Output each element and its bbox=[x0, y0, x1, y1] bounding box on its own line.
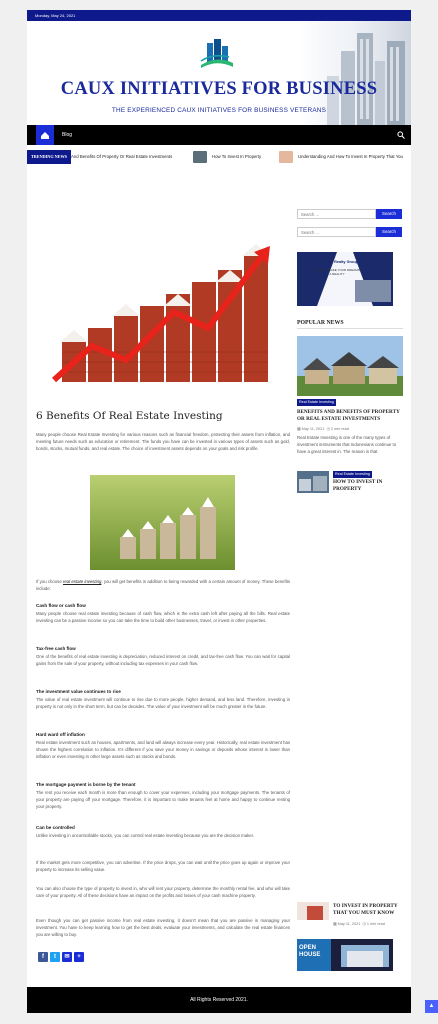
site-tagline: THE EXPERIENCED CAUX INITIATIVES FOR BUSINESS VETERANS bbox=[111, 107, 327, 114]
search-button[interactable]: Search bbox=[376, 227, 402, 237]
ad-title: Nature's Realty Group bbox=[318, 260, 358, 264]
clock-icon: ◷ bbox=[326, 427, 330, 431]
section-heading: The investment value continues to rise bbox=[36, 689, 121, 694]
site-header bbox=[27, 21, 411, 125]
lead-text: If you choose bbox=[36, 579, 63, 584]
top-bar bbox=[27, 10, 411, 21]
post-date: May 11, 2021 bbox=[337, 922, 361, 926]
trending-item[interactable]: Understanding And How To Invest In Property That You bbox=[298, 154, 403, 159]
trending-label: TRENDING NEWS bbox=[27, 150, 71, 164]
lead-text: , you will get benefits in addition to being rewarded with a certain amount of money. These benefits include: bbox=[36, 579, 290, 592]
twitter-icon[interactable]: t bbox=[50, 952, 60, 962]
email-icon[interactable]: ✉ bbox=[62, 952, 72, 962]
category-badge[interactable]: Real Estate Investing bbox=[299, 400, 334, 404]
real-estate-investing-link[interactable]: real estate investing bbox=[62, 579, 102, 584]
popular-post-excerpt: Real Estate Investing is one of the many types of investment instruments that Indonesians continue to have a great interest in. The reason is that bbox=[297, 435, 397, 454]
calendar-icon: ▦ bbox=[333, 922, 337, 926]
trending-thumbnail[interactable] bbox=[279, 151, 293, 163]
article-paragraph: You can also choose the type of property to invest in, who will rent your property, determine the monthly rental fee, and who will take care of your property. All of these decisions have an impact on the profits and losses of your cash machine property. bbox=[36, 886, 290, 899]
chevron-up-icon: ▲ bbox=[428, 1003, 435, 1009]
page-container bbox=[27, 21, 411, 1013]
open-house-text: OPEN HOUSE bbox=[299, 945, 321, 958]
section-body: Real estate investment such as houses, apartments, and land will always increase every year. Historically, real estate investment has shown the highest correlation to inflation. It's different if you save your money in savings or deposits whose interest is lower than inflation or even investing in other large assets such as stocks and bonds. bbox=[36, 740, 290, 760]
post-thumbnail[interactable] bbox=[297, 471, 329, 493]
current-date: Monday, May 24, 2021 bbox=[35, 13, 76, 18]
facebook-icon[interactable]: f bbox=[38, 952, 48, 962]
clock-icon: ◷ bbox=[362, 922, 366, 926]
section-body: The value of real estate investment will continue to rise due to more people, higher demand, and less land. Therefore, investing in property is not only in the short term, but can be decades. The value of your investment will be much greater in the future. bbox=[36, 697, 290, 710]
search-button[interactable]: Search bbox=[376, 209, 402, 219]
realty-ad-banner[interactable] bbox=[297, 252, 393, 306]
search-icon[interactable] bbox=[397, 131, 405, 139]
building-logo-icon bbox=[199, 37, 235, 69]
section-heading: Hard ward off inflation bbox=[36, 732, 85, 737]
article-hero-image bbox=[48, 242, 280, 392]
section-heading: Can be controlled bbox=[36, 825, 75, 830]
post-thumbnail[interactable] bbox=[297, 902, 329, 920]
read-time: 1 min read bbox=[366, 922, 385, 926]
ad-text: HELPING MAKE YOUR DREAMS A REALITY bbox=[314, 268, 360, 276]
category-badge[interactable]: Real Estate Investing bbox=[335, 472, 370, 476]
nav-item-blog[interactable]: Blog bbox=[62, 132, 73, 138]
section-heading: Tax-free cash flow bbox=[36, 646, 76, 651]
post-meta bbox=[297, 426, 349, 431]
article-lead bbox=[36, 578, 290, 592]
section-heading: The mortgage payment is borne by the tenant bbox=[36, 782, 136, 787]
trending-bar bbox=[27, 148, 411, 166]
article-paragraph: Even though you can get passive income from real estate investing, it doesn't mean that you are passive in managing your investment. You have to keep learning how to get the best deals, evaluate your investments, and calculate the real estate finances you are willing to buy. bbox=[36, 918, 290, 938]
open-house-ad[interactable] bbox=[297, 939, 393, 971]
search-input[interactable] bbox=[297, 227, 376, 237]
search-input[interactable] bbox=[297, 209, 376, 219]
article-intro: Many people choose Real Estate Investing for various reasons such as financial freedom, protecting their assets from inflation, and meeting future needs such as education or retirement. The funds you have can be invested in various types of assets such as gold, bonds, stocks, mutual funds, and real estate. The choice of investment assets depends on your goals and risk profile. bbox=[36, 432, 290, 452]
article-title: 6 Benefits Of Real Estate Investing bbox=[36, 410, 223, 422]
section-body: The rent you receive each month is more than enough to cover your expenses, including your mortgage payments. The tenants of your property are paying off your mortgage. Therefore, it is important to make tenants feel at home and happy to continue renting your property. bbox=[36, 790, 290, 810]
calendar-icon: ▦ bbox=[297, 427, 301, 431]
popular-news-title: POPULAR NEWS bbox=[297, 320, 403, 329]
footer-copyright: All Rights Reserved 2021. bbox=[190, 997, 248, 1003]
coins-houses-image bbox=[90, 475, 235, 570]
post-date: May 11, 2021 bbox=[301, 427, 325, 431]
popular-news-image[interactable] bbox=[297, 336, 403, 396]
lower-post-title[interactable]: TO INVEST IN PROPERTY THAT YOU MUST KNOW bbox=[333, 903, 398, 917]
site-footer bbox=[27, 987, 411, 1013]
trending-item[interactable]: And Benefits Of Property Or Real Estate Investments bbox=[71, 154, 173, 159]
read-time: 2 min read bbox=[330, 427, 349, 431]
home-icon bbox=[36, 125, 54, 145]
popular-post-title[interactable]: HOW TO INVEST IN PROPERTY bbox=[333, 479, 383, 493]
popular-post-title[interactable]: BENEFITS AND BENEFITS OF PROPERTY OR REAL ESTATE INVESTMENTS bbox=[297, 409, 400, 423]
site-title[interactable]: CAUX INITIATIVES FOR BUSINESS bbox=[60, 79, 378, 99]
section-body: Many people choose real estate investing because of cash flow, which is the extra cash left after paying all the bills. Real estate investing can be a passive income so you can take the time to build other businesses, travel, or invest in other properties. bbox=[36, 611, 290, 624]
main-nav bbox=[27, 125, 411, 145]
article-paragraph: If the market gets more competitive, you can advertise. If the price drops, you can wait until the price goes up again or improve your property to increase its selling value. bbox=[36, 860, 290, 873]
scroll-to-top-button[interactable] bbox=[425, 1000, 438, 1013]
section-heading: Cash flow or cash flow bbox=[36, 603, 86, 608]
post-meta bbox=[333, 921, 385, 926]
section-body: Unlike investing in uncontrollable stocks, you can control real estate investing because you are the decision maker. bbox=[36, 833, 255, 838]
trending-thumbnail[interactable] bbox=[193, 151, 207, 163]
home-button[interactable] bbox=[36, 125, 54, 145]
trending-item[interactable]: How To Invest In Property bbox=[212, 154, 262, 159]
plus-icon[interactable]: + bbox=[74, 952, 84, 962]
section-body: One of the benefits of real estate investing is depreciation, reduced interest on credit, and tax-free cash flow. You can wait for capital gains from the sale of your property, without including tax expenses in your cash flow. bbox=[36, 654, 290, 667]
